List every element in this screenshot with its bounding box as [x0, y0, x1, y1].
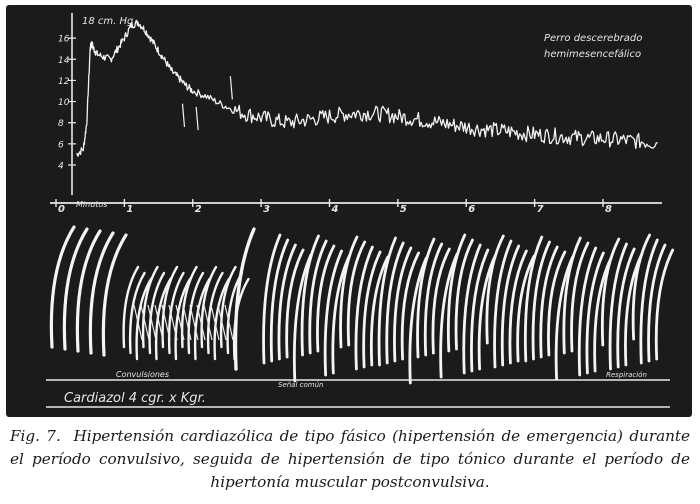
- specimen-label-line1: Perro descerebrado: [544, 33, 643, 44]
- y-tick-label: 16: [58, 34, 70, 45]
- y-tick-label: 4: [58, 161, 64, 172]
- drug-annotation: Cardiazol 4 cgr. x Kgr.: [64, 391, 206, 406]
- respiration-arc: [51, 227, 74, 347]
- x-tick-label: 4: [331, 204, 339, 215]
- figure-plate: [6, 5, 692, 417]
- x-tick-label: 5: [399, 204, 407, 215]
- respiration-arc: [656, 250, 672, 359]
- x-tick-label: 3: [263, 204, 271, 215]
- x-axis-ticks: [56, 199, 612, 215]
- y-axis-ticks: [58, 35, 76, 172]
- specimen-label-line2: hemimesencefálico: [544, 49, 642, 60]
- respiration-trace: [51, 227, 672, 383]
- bp-spike: [182, 104, 184, 127]
- y-tick-label: 10: [58, 98, 70, 109]
- y-axis-label: 18 cm. Hg: [82, 16, 134, 27]
- x-tick-label: 7: [536, 204, 544, 215]
- x-tick-label: 8: [605, 204, 612, 215]
- figure-caption: [10, 425, 690, 494]
- convulsions-marker: Convulsiones: [116, 370, 170, 379]
- y-tick-label: 8: [58, 119, 64, 130]
- respiration-arc: [64, 229, 87, 349]
- respiration-arc: [90, 233, 113, 353]
- kymograph-figure: [6, 5, 692, 417]
- bp-spike: [196, 107, 198, 130]
- figure-number: Fig. 7.: [10, 427, 61, 445]
- y-tick-label: 14: [58, 55, 70, 66]
- x-tick-label: 1: [126, 204, 134, 215]
- y-tick-label: 6: [58, 140, 64, 151]
- y-tick-label: 12: [58, 76, 70, 87]
- common-signal-marker: Señal común: [278, 381, 324, 389]
- x-tick-label: 6: [468, 204, 476, 215]
- bp-spike: [230, 76, 232, 99]
- caption-text: Hipertensión cardiazólica de tipo fásico (hipertensión de emergencia) durante el período convulsivo, seguida de hipertensión de tipo tónico durante el período de hipertonía muscular postconvulsiva.: [10, 427, 691, 491]
- respiration-arc: [235, 229, 254, 369]
- x-tick-label: 0: [58, 204, 65, 215]
- x-axis-label: Minutos: [76, 200, 108, 209]
- respiration-marker: Respiración: [606, 371, 647, 379]
- x-tick-label: 2: [194, 204, 202, 215]
- respiration-arc: [77, 231, 100, 351]
